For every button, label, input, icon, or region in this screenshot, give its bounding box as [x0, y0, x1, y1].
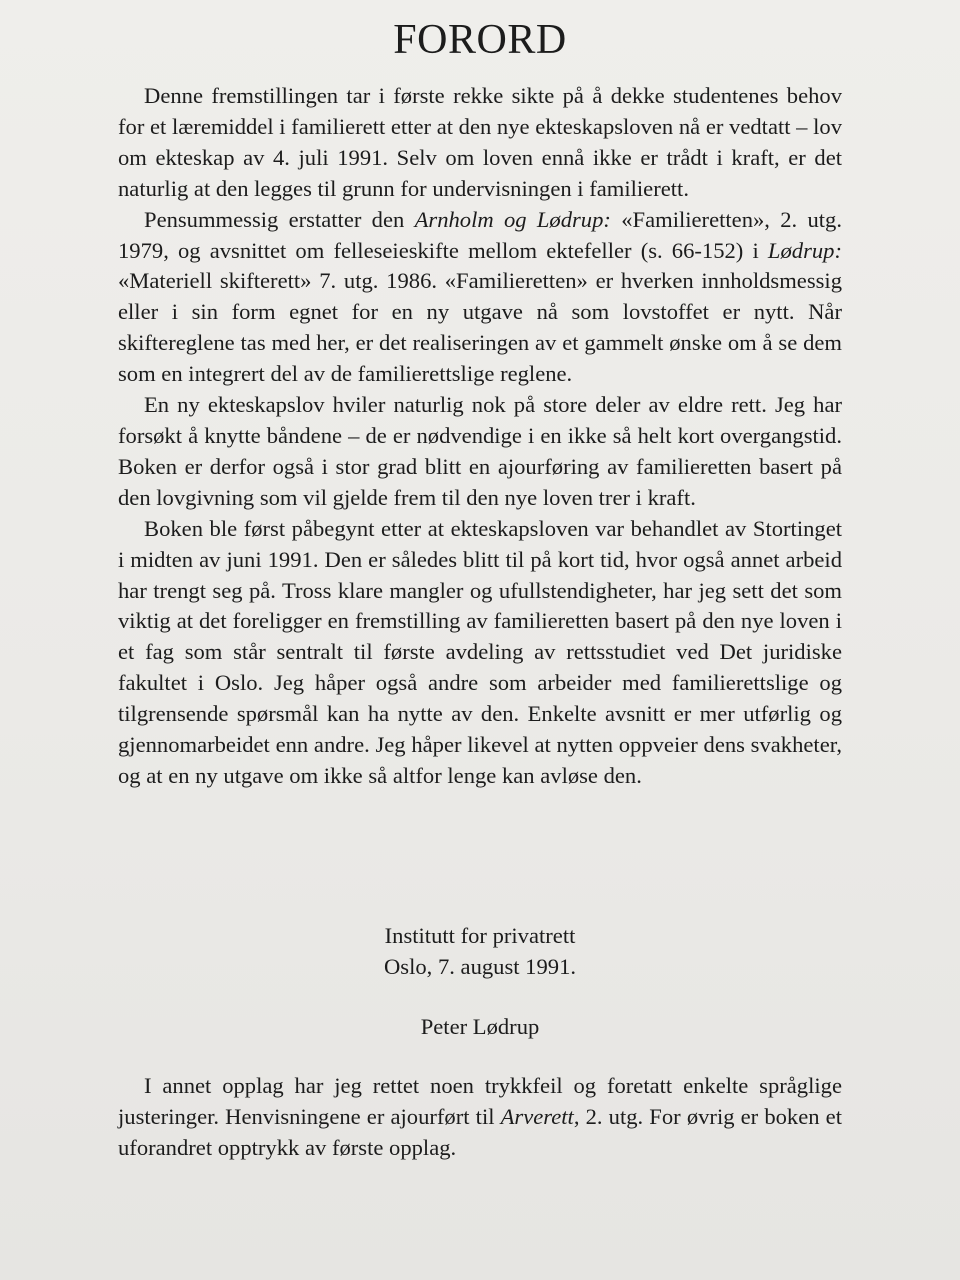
page-title: FORORD — [393, 17, 567, 63]
paragraph-2 — [118, 205, 842, 390]
signature-place-date: Oslo, 7. august 1991. — [383, 954, 577, 979]
addendum-paragraph — [118, 1071, 842, 1164]
paragraph-4: Boken ble først påbegynt etter at ekteskapsloven var behandlet av Stortinget i midten av juni 1991. Den er således blitt til på kort tid, hvor også annet arbeid har trengt seg på. Tross klare mangler og ufullstendigheter, har jeg sett det som viktig at det foreligger en fremstilling av familieretten basert på den nye loven i et fag som står sentralt til første avdeling av rettsstudiet ved Det juridiske fakultet i Oslo. Jeg håper også andre som arbeider med familierettslige og tilgrensende spørsmål kan ha nytte av den. Enkelte avsnitt er mer utførlig og gjennomarbeidet enn andre. Jeg håper likevel at nytten oppveier dens svakheter, og at en ny utgave om ikke så altfor lenge kan avløse den. — [118, 515, 842, 788]
addendum-italic-title: Arverett — [500, 1103, 574, 1129]
signature-institute: Institutt for privatrett — [384, 923, 576, 948]
paragraph-2-italic-authors: Arnholm og Lødrup: — [414, 206, 611, 232]
paragraph-3: En ny ekteskapslov hviler naturlig nok på store deler av eldre rett. Jeg har forsøkt å knytte båndene – de er nødvendige i en ikke så helt kort overgangstid. Boken er derfor også i stor grad blitt en ajourføring av familieretten basert på den lovgivning som vil gjelde frem til den nye loven trer i kraft. — [118, 392, 842, 510]
paragraph-2-text-a: Pensummessig erstatter den — [144, 206, 415, 232]
preface-body — [118, 81, 842, 792]
paragraph-2-text-c: «Familieretten», 2. utg. 1979, og avsnittet om felleseieskifte mellom ektefeller (s. 66-152) i — [118, 206, 842, 263]
paragraph-2-text-e: «Materiell skifterett» 7. utg. 1986. «Familieretten» er hverken innholdsmessig eller i sin form egnet for en ny utgave nå som lovstoffet er nytt. Når skiftereglene tas med her, er det realiseringen av et gammelt ønske om å se dem som en integrert del av de familierettslige reglene. — [118, 268, 842, 387]
addendum-text-c: , 2. utg. For øvrig er boken et uforandret opptrykk av første opplag. — [118, 1103, 842, 1160]
paragraph-1: Denne fremstillingen tar i første rekke sikte på å dekke studentenes behov for et læremiddel i familierett etter at den nye ekteskapsloven nå er vedtatt – lov om ekteskap av 4. juli 1991. Selv om loven ennå ikke er trådt i kraft, er det naturlig at den legges til grunn for undervisningen i familierett. — [118, 83, 842, 201]
signature-author: Peter Lødrup — [420, 1014, 540, 1039]
paragraph-2-italic-author: Lødrup: — [767, 237, 842, 263]
addendum-text-a: I annet opplag har jeg rettet noen trykkfeil og foretatt enkelte språglige justeringer. Henvisningene er ajourført til — [118, 1073, 842, 1129]
